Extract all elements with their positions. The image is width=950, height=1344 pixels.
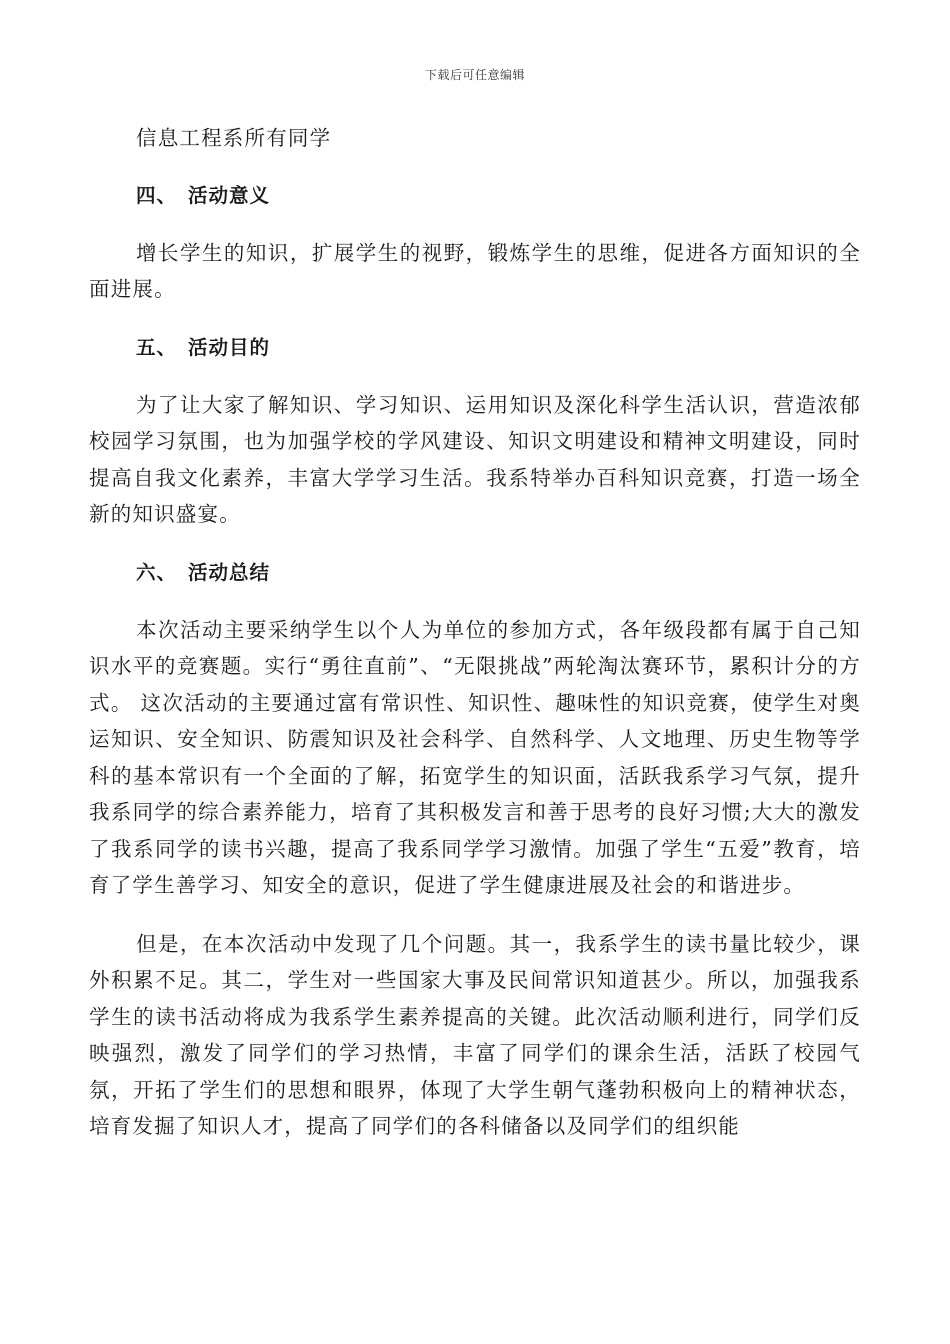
spacer — [89, 533, 861, 555]
section-number: 四、 — [136, 183, 178, 207]
spacer — [89, 214, 861, 235]
section-title: 活动总结 — [188, 560, 271, 584]
spacer — [89, 904, 861, 926]
section-6-paragraph-1: 本次活动主要采纳学生以个人为单位的参加方式，各年级段都有属于自己知识水平的竞赛题。实行“勇往直前”、“无限挑战”两轮淘汰赛环节，累积计分的方式。 这次活动的主要通过富有常识性、知识性、趣味性的知识竞赛，使学生对奥运知识、安全知识、防震知识及社会科学、自然科学、人文地理、历史生物等学科的基本常识有一个全面的了解，拓宽学生的知识面，活跃我系学习气氛，提升我系同学的综合素养能力，培育了其积极发言和善于思考的良好习惯;大大的激发了我系同学的读书兴趣，提高了我系同学学习激情。加强了学生“五爱”教育，培育了学生善学习、知安全的意识，促进了学生健康进展及社会的和谐进步。 — [89, 617, 861, 897]
section-number: 六、 — [136, 560, 178, 584]
section-5-paragraph: 为了让大家了解知识、学习知识、运用知识及深化科学生活认识，营造浓郁校园学习氛围，也为加强学校的学风建设、知识文明建设和精神文明建设，同时提高自我文化素养，丰富大学学习生活。我系特举办百科知识竞赛，打造一场全新的知识盛宴。 — [89, 392, 861, 526]
page-header: 下载后可任意编辑 — [424, 68, 525, 82]
spacer — [89, 366, 861, 387]
section-heading-5 — [89, 330, 861, 366]
section-heading-4 — [89, 178, 861, 214]
section-number: 五、 — [136, 335, 178, 359]
section-title: 活动意义 — [188, 183, 271, 207]
participants-text: 信息工程系所有同学 — [136, 126, 332, 150]
section-4-paragraph: 增长学生的知识，扩展学生的视野，锻炼学生的思维，促进各方面知识的全面进展。 — [89, 240, 861, 301]
section-6-paragraph-2: 但是，在本次活动中发现了几个问题。其一，我系学生的读书量比较少，课外积累不足。其二，学生对一些国家大事及民间常识知道甚少。所以，加强我系学生的读书活动将成为我系学生素养提高的关键。此次活动顺利进行，同学们反映强烈，激发了同学们的学习热情，丰富了同学们的课余生活，活跃了校园气氛，开拓了学生们的思想和眼界，体现了大学生朝气蓬勃积极向上的精神状态，培育发掘了知识人才，提高了同学们的各科储备以及同学们的组织能 — [89, 931, 861, 1138]
spacer — [89, 157, 861, 178]
spacer — [89, 591, 861, 612]
section-heading-6 — [89, 555, 861, 591]
spacer — [89, 308, 861, 330]
document-body — [89, 120, 861, 1145]
section-title: 活动目的 — [188, 335, 271, 359]
